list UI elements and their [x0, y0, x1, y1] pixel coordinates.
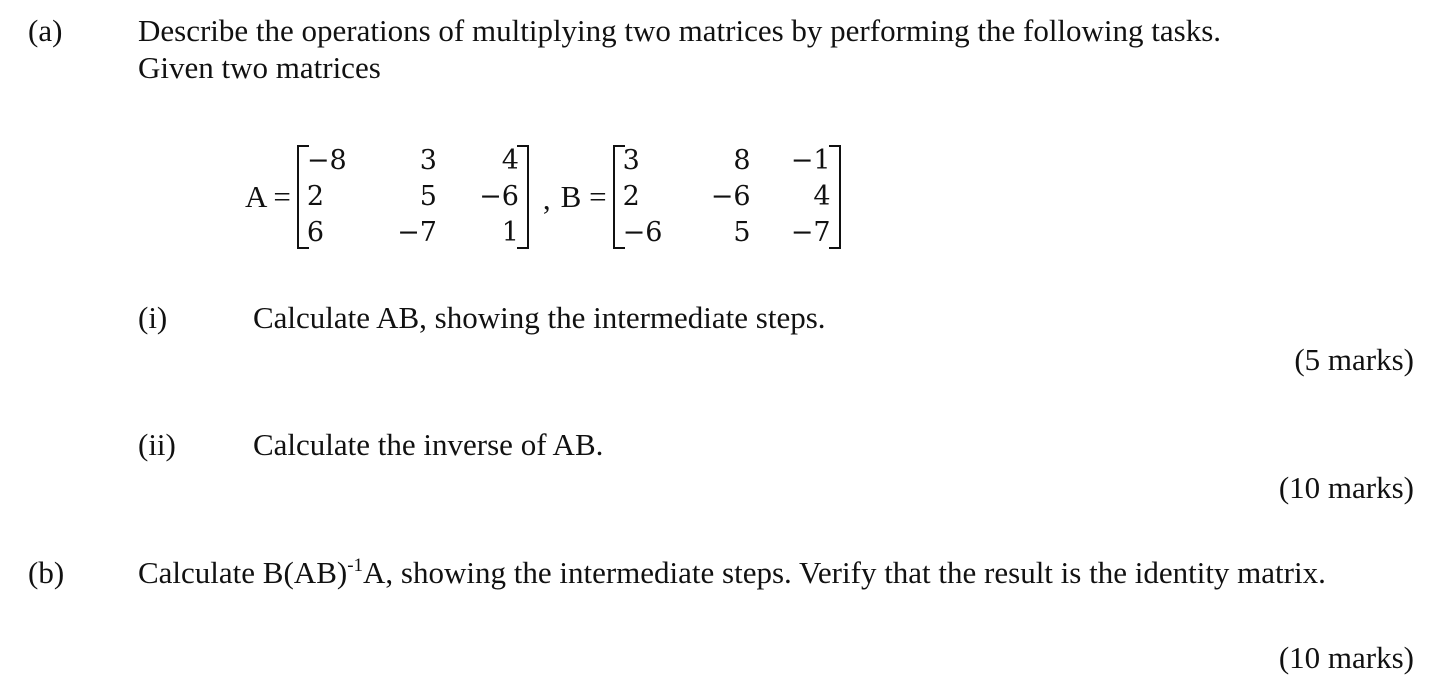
matrix-b-name: B = [560, 178, 607, 214]
matrix-b-cell: 2 [622, 181, 640, 212]
sub-i-marks: (5 marks) [1294, 342, 1414, 377]
matrix-b-cell: −6 [710, 181, 751, 212]
part-a-label: (a) [28, 13, 63, 48]
matrix-a-cell: 4 [501, 145, 519, 176]
matrix-b-cell: 8 [733, 145, 751, 176]
part-a-intro [138, 13, 1416, 86]
matrix-a-name: A = [245, 178, 291, 214]
matrix-a-cell: 2 [306, 181, 325, 212]
part-b-marks: (10 marks) [1278, 640, 1414, 675]
sub-i-text: Calculate AB, showing the intermediate steps. [253, 300, 826, 335]
matrix-b-cell: −7 [790, 217, 831, 248]
part-b-text-before: Calculate B(AB) [138, 555, 348, 590]
matrix-a-cell: 5 [419, 181, 437, 212]
matrix-b-cell: −1 [790, 145, 831, 176]
sub-ii-marks: (10 marks) [1278, 470, 1414, 505]
matrix-b [613, 143, 841, 251]
matrix-b-cell: 4 [813, 181, 831, 212]
part-a-line-1: Describe the operations of multiplying two matrices by performing the following tasks. [138, 13, 1222, 48]
matrix-b-cell: 3 [622, 145, 640, 176]
matrix-a-cell: −7 [397, 217, 437, 248]
matrix-a-cell: −6 [479, 181, 519, 212]
matrix-separator: , [542, 181, 551, 217]
matrix-a-cell: 3 [419, 145, 437, 176]
sub-i-label: (i) [138, 300, 168, 335]
matrix-b-cell: −6 [622, 217, 663, 248]
sub-ii-text: Calculate the inverse of AB. [253, 427, 604, 462]
matrix-a-cell: −8 [306, 145, 347, 176]
sub-ii-label: (ii) [138, 427, 176, 462]
matrix-a [297, 143, 529, 251]
matrix-a-cell: 6 [306, 217, 325, 248]
matrix-equation [245, 140, 847, 254]
inverse-superscript: -1 [347, 555, 364, 576]
part-a-line-2: Given two matrices [138, 49, 381, 85]
part-b-label: (b) [28, 555, 65, 590]
part-b-text-after: A, showing the intermediate steps. Verify that the result is the identity matrix. [363, 555, 1326, 590]
matrix-a-cell: 1 [501, 217, 519, 248]
matrix-b-cell: 5 [733, 217, 751, 248]
part-b-text [138, 555, 1416, 592]
